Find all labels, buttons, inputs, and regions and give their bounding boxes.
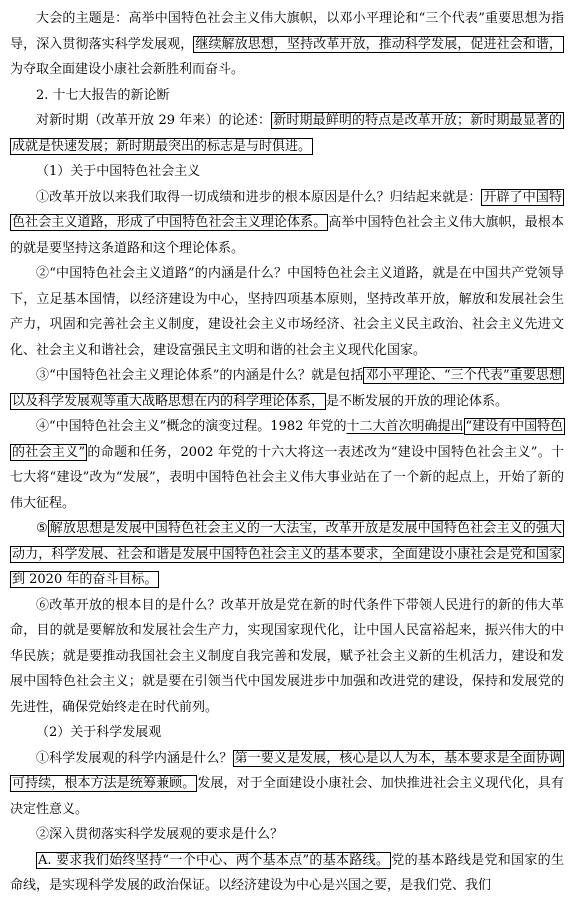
text: ③“中国特色社会主义理论体系”的内涵是什么？就是包括 — [36, 368, 364, 383]
paragraph-k2 — [10, 822, 564, 848]
boxed-text: A. 要求我们始终坚持“一个中心、两个基本点”的基本路线。 — [38, 852, 390, 868]
boxed-text: 邓小平理论、“三个代表”重要思想以及科学发展观等重大战略思想在内的科学理论体系， — [12, 368, 562, 409]
text: 党的基本路线是党和国家的生命线，是实现科学发展的政治保证。以经济建设为中心是兴国之要，是我们党、我们 — [10, 852, 564, 893]
boxed-text: 解放思想是发展中国特色社会主义的一大法宝，改革开放是发展中国特色社会主义的强大动力，科学发展、社会和谐是发展中国特色社会主义的基本要求，全面建设小康社会是党和国家到 2020 年的奋斗目标。 — [12, 521, 562, 587]
text: ⑤ — [36, 521, 48, 536]
boxed-text: 继续解放思想，坚持改革开放，推动科学发展，促进社会和谐， — [195, 36, 562, 52]
paragraph-theme — [10, 6, 564, 83]
paragraph-q5 — [10, 516, 564, 593]
text: ⑥改革开放的根本目的是什么？改革开放是党在新的时代条件下带领人民进行的新的伟大革命，目的就是要解放和发展社会生产力，实现国家现代化，让中国人民富裕起来，振兴伟大的中华民族；就是要推动我国社会主义制度自我完善和发展，赋予社会主义新的生机活力，建设和发展中国特色社会主义；就是要在引领当代中国发展进步中加强和改进党的建设，保持和发展党的先进性，确保党始终走在时代前列。 — [10, 597, 564, 715]
text: 高举中国特色社会主义伟大旗帜，最根本的就是要坚持这条道路和这个理论体系。 — [10, 215, 564, 256]
text: ②“中国特色社会主义道路”的内涵是什么？中国特色社会主义道路，就是在中国共产党领导下，立足基本国情，以经济建设为中心，坚持四项基本原则，坚持改革开放，解放和发展社会生产力，巩固和完善社会主义制度，建设社会主义市场经济、社会主义民主政治、社会主义先进文化、社会主义和谐社会，建设富强民主文明和谐的社会主义现代化国家。 — [10, 266, 564, 358]
text: 发展，对于全面建设小康社会、加快推进社会主义现代化，具有决定性意义。 — [10, 776, 564, 817]
text: ②深入贯彻落实科学发展观的要求是什么？ — [36, 827, 284, 842]
section-heading: 2. 十七大报告的新论断 — [36, 87, 170, 103]
paragraph-q3 — [10, 363, 564, 414]
text: ④“中国特色社会主义”概念的演变过程。1982 年党的 — [36, 419, 347, 434]
text: ①科学发展观的科学内涵是什么？ — [36, 750, 233, 766]
paragraph-q2 — [10, 261, 564, 363]
paragraph-q4 — [10, 414, 564, 516]
underlined-text: 十二大首次明确提出 — [346, 419, 464, 434]
boxed-text: 新时期最鲜明的特点是改革开放；新时期最显著的成就是快速发展；新时期最突出的标志是与时俱进。 — [12, 113, 562, 154]
subsection-heading: （2）关于科学发展观 — [36, 725, 162, 740]
text: ①改革开放以来我们取得一切成绩和进步的根本原因是什么？归结起来就是： — [36, 189, 482, 205]
text: 的命题和任务，2002 年党的十六大将这一表述改为“建设中国特色社会主义”。十七大将“建设”改为“发展”，表明中国特色社会主义伟大事业站在了一个新的起点上，开始了新的伟大征程。 — [10, 444, 564, 511]
paragraph-k3 — [10, 848, 564, 899]
boxed-text: “建设有中国特色的社会主义” — [12, 419, 564, 460]
subsection-heading: （1）关于中国特色社会主义 — [36, 164, 201, 179]
boxed-text: 开辟了中国特色社会主义道路，形成了中国特色社会主义理论体系。 — [12, 189, 562, 230]
boxed-text: 第一要义是发展，核心是以人为本，基本要求是全面协调可持续，根本方法是统筹兼顾。 — [12, 750, 562, 791]
text: 对新时期（改革开放 29 年来）的论述： — [36, 113, 272, 128]
text: 是不断发展的开放的理论体系。 — [326, 393, 509, 409]
text: 为夺取全面建设小康社会新胜利而奋斗。 — [10, 62, 245, 77]
paragraph-q1 — [10, 185, 564, 262]
text: 大会的主题是：高举中国特色社会主义伟大旗帜，以邓小平理论和“三个代表”重要思想为指导，深入贯彻落实科学发展观， — [10, 11, 564, 52]
paragraph-k1 — [10, 746, 564, 823]
paragraph-new-era — [10, 108, 564, 159]
paragraph-q6 — [10, 593, 564, 721]
